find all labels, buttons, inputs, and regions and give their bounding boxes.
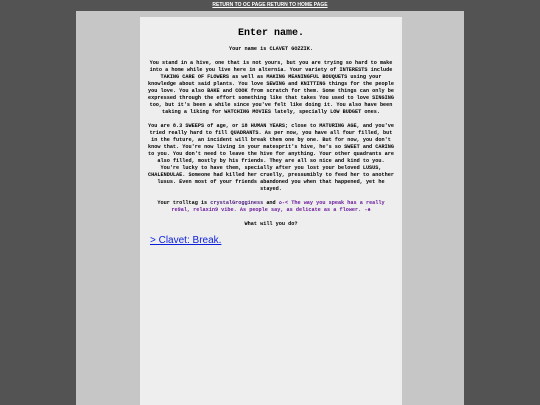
trolltag-mid: and xyxy=(263,200,279,206)
story-text xyxy=(140,46,402,228)
trolltag-prefix: Your trolltag is xyxy=(157,200,211,206)
content-panel xyxy=(140,17,402,405)
trolltag-handle: crystalGrogginess xyxy=(210,200,264,206)
next-page-command xyxy=(150,235,402,246)
name-line: Your name is CLAVET GOZZIK. xyxy=(228,46,314,52)
next-page-link[interactable]: > Clavet: Break. xyxy=(150,235,222,246)
top-nav-bar xyxy=(0,0,540,11)
return-to-oc-page-link[interactable]: RETURN TO OC PAGE xyxy=(212,2,266,8)
page-title: Enter name. xyxy=(237,28,304,39)
return-to-home-page-link[interactable]: RETURN TO HOME PAGE xyxy=(266,2,328,8)
interests-paragraph: You stand in a hive, one that is not yours, but you are trying so hard to make into a home while you live here in alternia. Your variety of INTERESTS include TAKING CARE OF FLOWERS as well as MAKING MEANINGFUL BOUQUETS using your knowledge about said plants. You love SEWING and KNITTING things for the people you love. You also BAKE and COOK from scratch for them. Some things can only be expressed through the effort something like that takes You used to love SINGING too, but it's been a while since you've felt like doing it. You also have been taking a liking for WATCHING MOVIES lately, specially LOW BUDGET ones. xyxy=(148,60,394,115)
prompt-question: What will you do? xyxy=(244,221,298,227)
age-paragraph: You are 8.3 SWEEPS of age, or 18 HUMAN YEARS; close to MATURING AGE, and you've tried really hard to fill QUADRANTS. As per now, you have all four filled, but in the future, an incident will break them one by one. But for now, you don't know that. You're now living in your matesprit's hive, he's so SWEET and CARING to you. You don't need to leave the hive for anything. Your other quadrants are also filled, mostly by his friends. They are all so nice and kind to you. You're lucky to have them, specially after you lost your beloved LUSUS, CHALENDULAE. Someone had killed her cruelly, pressumibly to feed her to another lusus. Even most of your friends abandoned you when that happened, yet he stayed. xyxy=(148,123,394,192)
trolltag-paragraph xyxy=(147,200,395,214)
typing-quirk-text: ✿-< The way you speak has a really re9al, relaxin9 vibe. As people say, as delicate as a flower. -♣ xyxy=(171,200,385,213)
